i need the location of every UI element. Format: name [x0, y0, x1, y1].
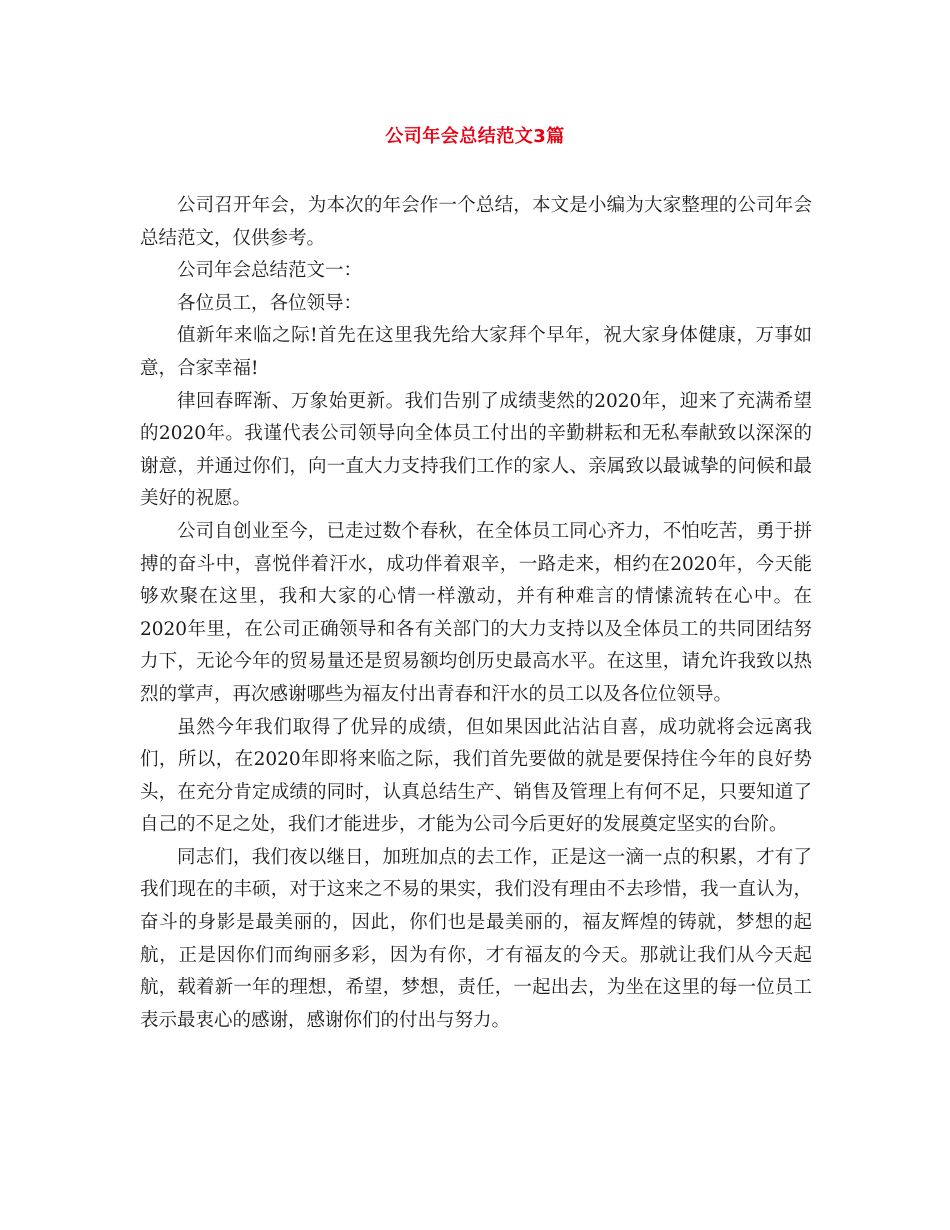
paragraph: 公司年会总结范文一： [177, 260, 363, 282]
paragraph: 律回春晖渐、万象始更新。我们告别了成绩斐然的2020年，迎来了充满希望的2020年。我谨代表公司领导向全体员工付出的辛勤耕耘和无私奉献致以深深的谢意，并通过你们，向一直大力支持我们工作的家人、亲属致以最诚挚的问候和最美好的祝愿。 [140, 390, 812, 510]
document-title: 公司年会总结范文3篇 [385, 126, 565, 147]
paragraph: 各位员工，各位领导： [177, 292, 363, 314]
document-body [140, 190, 812, 1037]
paragraph: 公司召开年会，为本次的年会作一个总结，本文是小编为大家整理的公司年会总结范文，仅供参考。 [140, 195, 812, 249]
paragraph: 公司自创业至今，已走过数个春秋，在全体员工同心齐力，不怕吃苦，勇于拼搏的奋斗中，喜悦伴着汗水，成功伴着艰辛，一路走来，相约在2020年，今天能够欢聚在这里，我和大家的心情一样激动，并有种难言的情愫流转在心中。在2020年里，在公司正确领导和各有关部门的大力支持以及全体员工的共同团结努力下，无论今年的贸易量还是贸易额均创历史最高水平。在这里，请允许我致以热烈的掌声，再次感谢哪些为福友付出青春和汗水的员工以及各位位领导。 [140, 520, 812, 705]
paragraph: 虽然今年我们取得了优异的成绩，但如果因此沾沾自喜，成功就将会远离我们，所以，在2020年即将来临之际，我们首先要做的就是要保持住今年的良好势头，在充分肯定成绩的同时，认真总结生产、销售及管理上有何不足，只要知道了自己的不足之处，我们才能进步，才能为公司今后更好的发展奠定坚实的台阶。 [140, 716, 812, 836]
paragraph: 值新年来临之际!首先在这里我先给大家拜个早年，祝大家身体健康，万事如意，合家幸福! [140, 325, 812, 379]
paragraph: 同志们，我们夜以继日，加班加点的去工作，正是这一滴一点的积累，才有了我们现在的丰硕，对于这来之不易的果实，我们没有理由不去珍惜，我一直认为，奋斗的身影是最美丽的，因此，你们也是最美丽的，福友辉煌的铸就，梦想的起航，正是因你们而绚丽多彩，因为有你，才有福友的今天。那就让我们从今天起航，载着新一年的理想，希望，梦想，责任，一起出去，为坐在这里的每一位员工表示最衷心的感谢，感谢你们的付出与努力。 [140, 846, 812, 1031]
